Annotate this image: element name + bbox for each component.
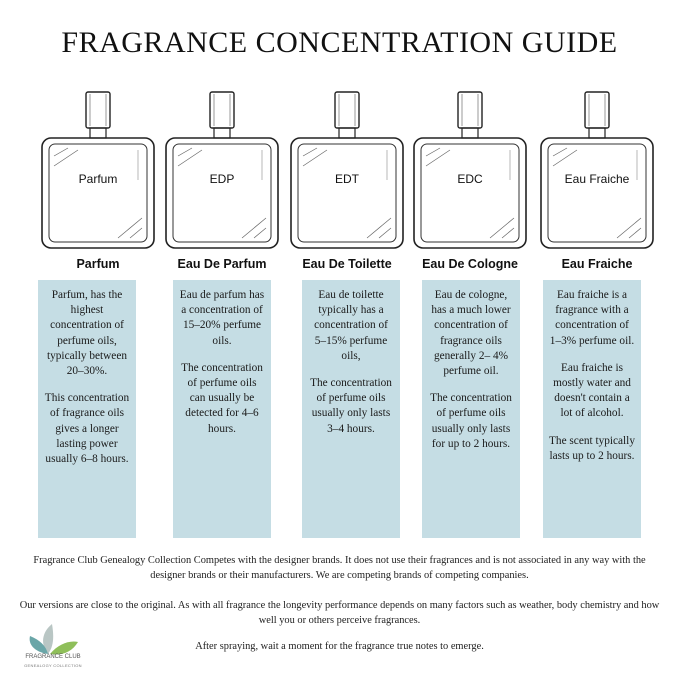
description-paragraph: The concentration of perfume oils can usually be detected for 4–6 hours. bbox=[181, 361, 263, 435]
concentration-description-panel bbox=[38, 280, 136, 538]
description-paragraph: Eau fraiche is a fragrance with a concentration of 1–3% perfume oil. bbox=[549, 289, 635, 347]
spraying-tip-paragraph: After spraying, wait a moment for the fragrance true notes to emerge. bbox=[195, 641, 484, 652]
page-title: FRAGRANCE CONCENTRATION GUIDE bbox=[61, 26, 618, 59]
description-paragraph: Eau de parfum has a concentration of 15–20% perfume oils. bbox=[179, 289, 265, 347]
description-paragraph: Eau de cologne, has a much lower concentration of fragrance oils generally 2– 4% perfume oil. bbox=[431, 289, 511, 378]
description-paragraph: Eau fraiche is mostly water and doesn't contain a lot of alcohol. bbox=[553, 361, 631, 420]
concentration-description-panel bbox=[302, 280, 400, 538]
description-paragraph: Eau de toilette typically has a concentration of 5–15% perfume oils, bbox=[314, 289, 388, 362]
bottle-label: EDP bbox=[209, 172, 235, 186]
concentration-name: Eau De Cologne bbox=[422, 257, 518, 271]
description-paragraph: This concentration of fragrance oils gives a longer lasting power usually 6–8 hours. bbox=[44, 392, 130, 466]
description-paragraph: Parfum, has the highest concentration of perfume oils, typically between 20–30%. bbox=[47, 289, 127, 378]
description-paragraph: The concentration of perfume oils usually only lasts for up to 2 hours. bbox=[430, 392, 512, 450]
perfume-bottle-illustration bbox=[162, 90, 282, 250]
perfume-bottle-illustration bbox=[38, 90, 158, 250]
perfume-bottle-illustration bbox=[287, 90, 407, 250]
perfume-bottle-illustration bbox=[410, 90, 530, 250]
concentration-description-panel bbox=[422, 280, 520, 538]
longevity-paragraph: Our versions are close to the original. As with all fragrance the longevity performance depends on many factors such as weather, body chemistry and how well you or others perceive fragrances. bbox=[19, 600, 660, 626]
concentration-name: Eau Fraiche bbox=[561, 257, 633, 271]
bottle-label: EDC bbox=[457, 172, 483, 186]
perfume-bottle-illustration bbox=[537, 90, 657, 250]
concentration-description-panel bbox=[543, 280, 641, 538]
bottle-label: EDT bbox=[335, 172, 359, 186]
logo-leaf-green bbox=[50, 642, 78, 655]
disclaimer-paragraph: Fragrance Club Genealogy Collection Competes with the designer brands. It does not use their fragrances and is not associated in any way with the designer brands or their manufacturers. We are competing brands of competing companies. bbox=[33, 555, 646, 581]
concentration-name: Parfum bbox=[76, 257, 120, 271]
logo-name: FRAGRANCE CLUB bbox=[25, 654, 81, 660]
concentration-name: Eau De Toilette bbox=[302, 257, 392, 271]
concentration-name: Eau De Parfum bbox=[177, 257, 267, 271]
bottle-label: Eau Fraiche bbox=[564, 172, 630, 186]
bottle-label: Parfum bbox=[78, 172, 118, 186]
logo-subtitle: GENEALOGY COLLECTION bbox=[24, 663, 82, 668]
concentration-description-panel bbox=[173, 280, 271, 538]
description-paragraph: The concentration of perfume oils usually only lasts 3–4 hours. bbox=[310, 377, 392, 435]
description-paragraph: The scent typically lasts up to 2 hours. bbox=[549, 434, 635, 462]
